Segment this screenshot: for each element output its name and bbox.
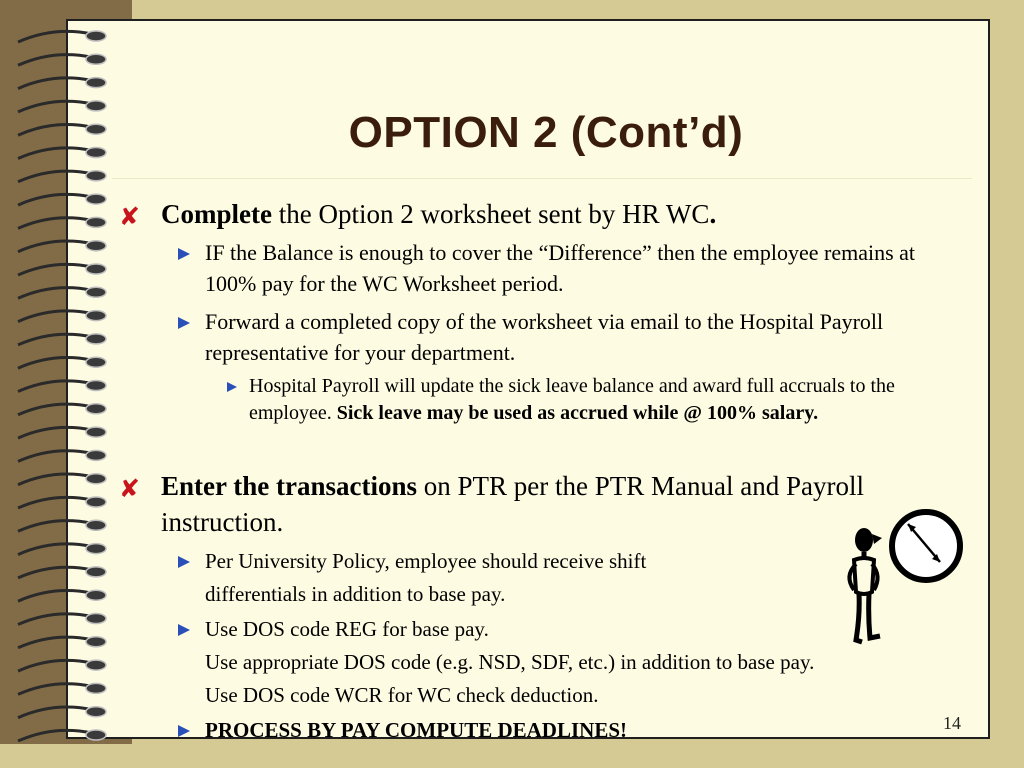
sub-bullet-line: Per University Policy, employee should receive shift — [205, 549, 647, 573]
blue-triangle-icon — [227, 382, 237, 392]
sub-bullet-deadlines — [205, 714, 965, 747]
sub-sub-bullet-payroll — [249, 373, 969, 427]
sub-bullet-line: Use DOS code WCR for WC check deduction. — [205, 683, 599, 707]
sub-bullet-line: differentials in addition to base pay. — [205, 582, 506, 606]
sub-bullet-text: Forward a completed copy of the worksheet via email to the Hospital Payroll representative for your department. — [205, 309, 884, 365]
sub-bullet-text: IF the Balance is enough to cover the “Difference” then the employee remains at 100% pay for the WC Worksheet period. — [205, 240, 916, 296]
sub-bullet-line: Use DOS code REG for base pay. — [205, 617, 489, 641]
bullet-text: the Option 2 worksheet sent by HR WC — [271, 199, 710, 229]
bullet-period: . — [709, 199, 717, 229]
blue-triangle-icon — [178, 556, 190, 568]
sub-bullet-balance — [205, 237, 965, 299]
blue-triangle-icon — [178, 317, 190, 329]
bullet-complete — [119, 196, 971, 232]
sub-sub-bullet-bold: Sick leave may be used as accrued while @ 100% salary. — [336, 402, 819, 424]
bullet-bold: Complete — [161, 199, 272, 229]
bullet-bold: Enter the transactions — [161, 471, 417, 501]
page-number: 14 — [943, 713, 961, 733]
sub-bullet-forward — [205, 306, 965, 368]
sub-sub-bullet-text: Hospital Payroll will update the sick leave balance and award full accruals to the employee. — [249, 375, 895, 424]
slide-title: OPTION 2 (Cont’d) — [348, 108, 744, 157]
blue-triangle-icon — [178, 624, 190, 636]
red-x-icon: ✘ — [119, 474, 140, 503]
bullet-text: on PTR per the PTR Manual and Payroll instruction. — [161, 471, 864, 537]
sub-bullet-policy — [205, 545, 825, 611]
sub-bullet-bold: PROCESS BY PAY COMPUTE DEADLINES! — [205, 718, 627, 742]
red-x-icon: ✘ — [119, 202, 140, 231]
sub-bullet-line: Use appropriate DOS code (e.g. NSD, SDF, etc.) in addition to base pay. — [205, 650, 815, 674]
person-with-clock-icon — [836, 504, 968, 650]
blue-triangle-icon — [178, 725, 190, 737]
blue-triangle-icon — [178, 248, 190, 260]
